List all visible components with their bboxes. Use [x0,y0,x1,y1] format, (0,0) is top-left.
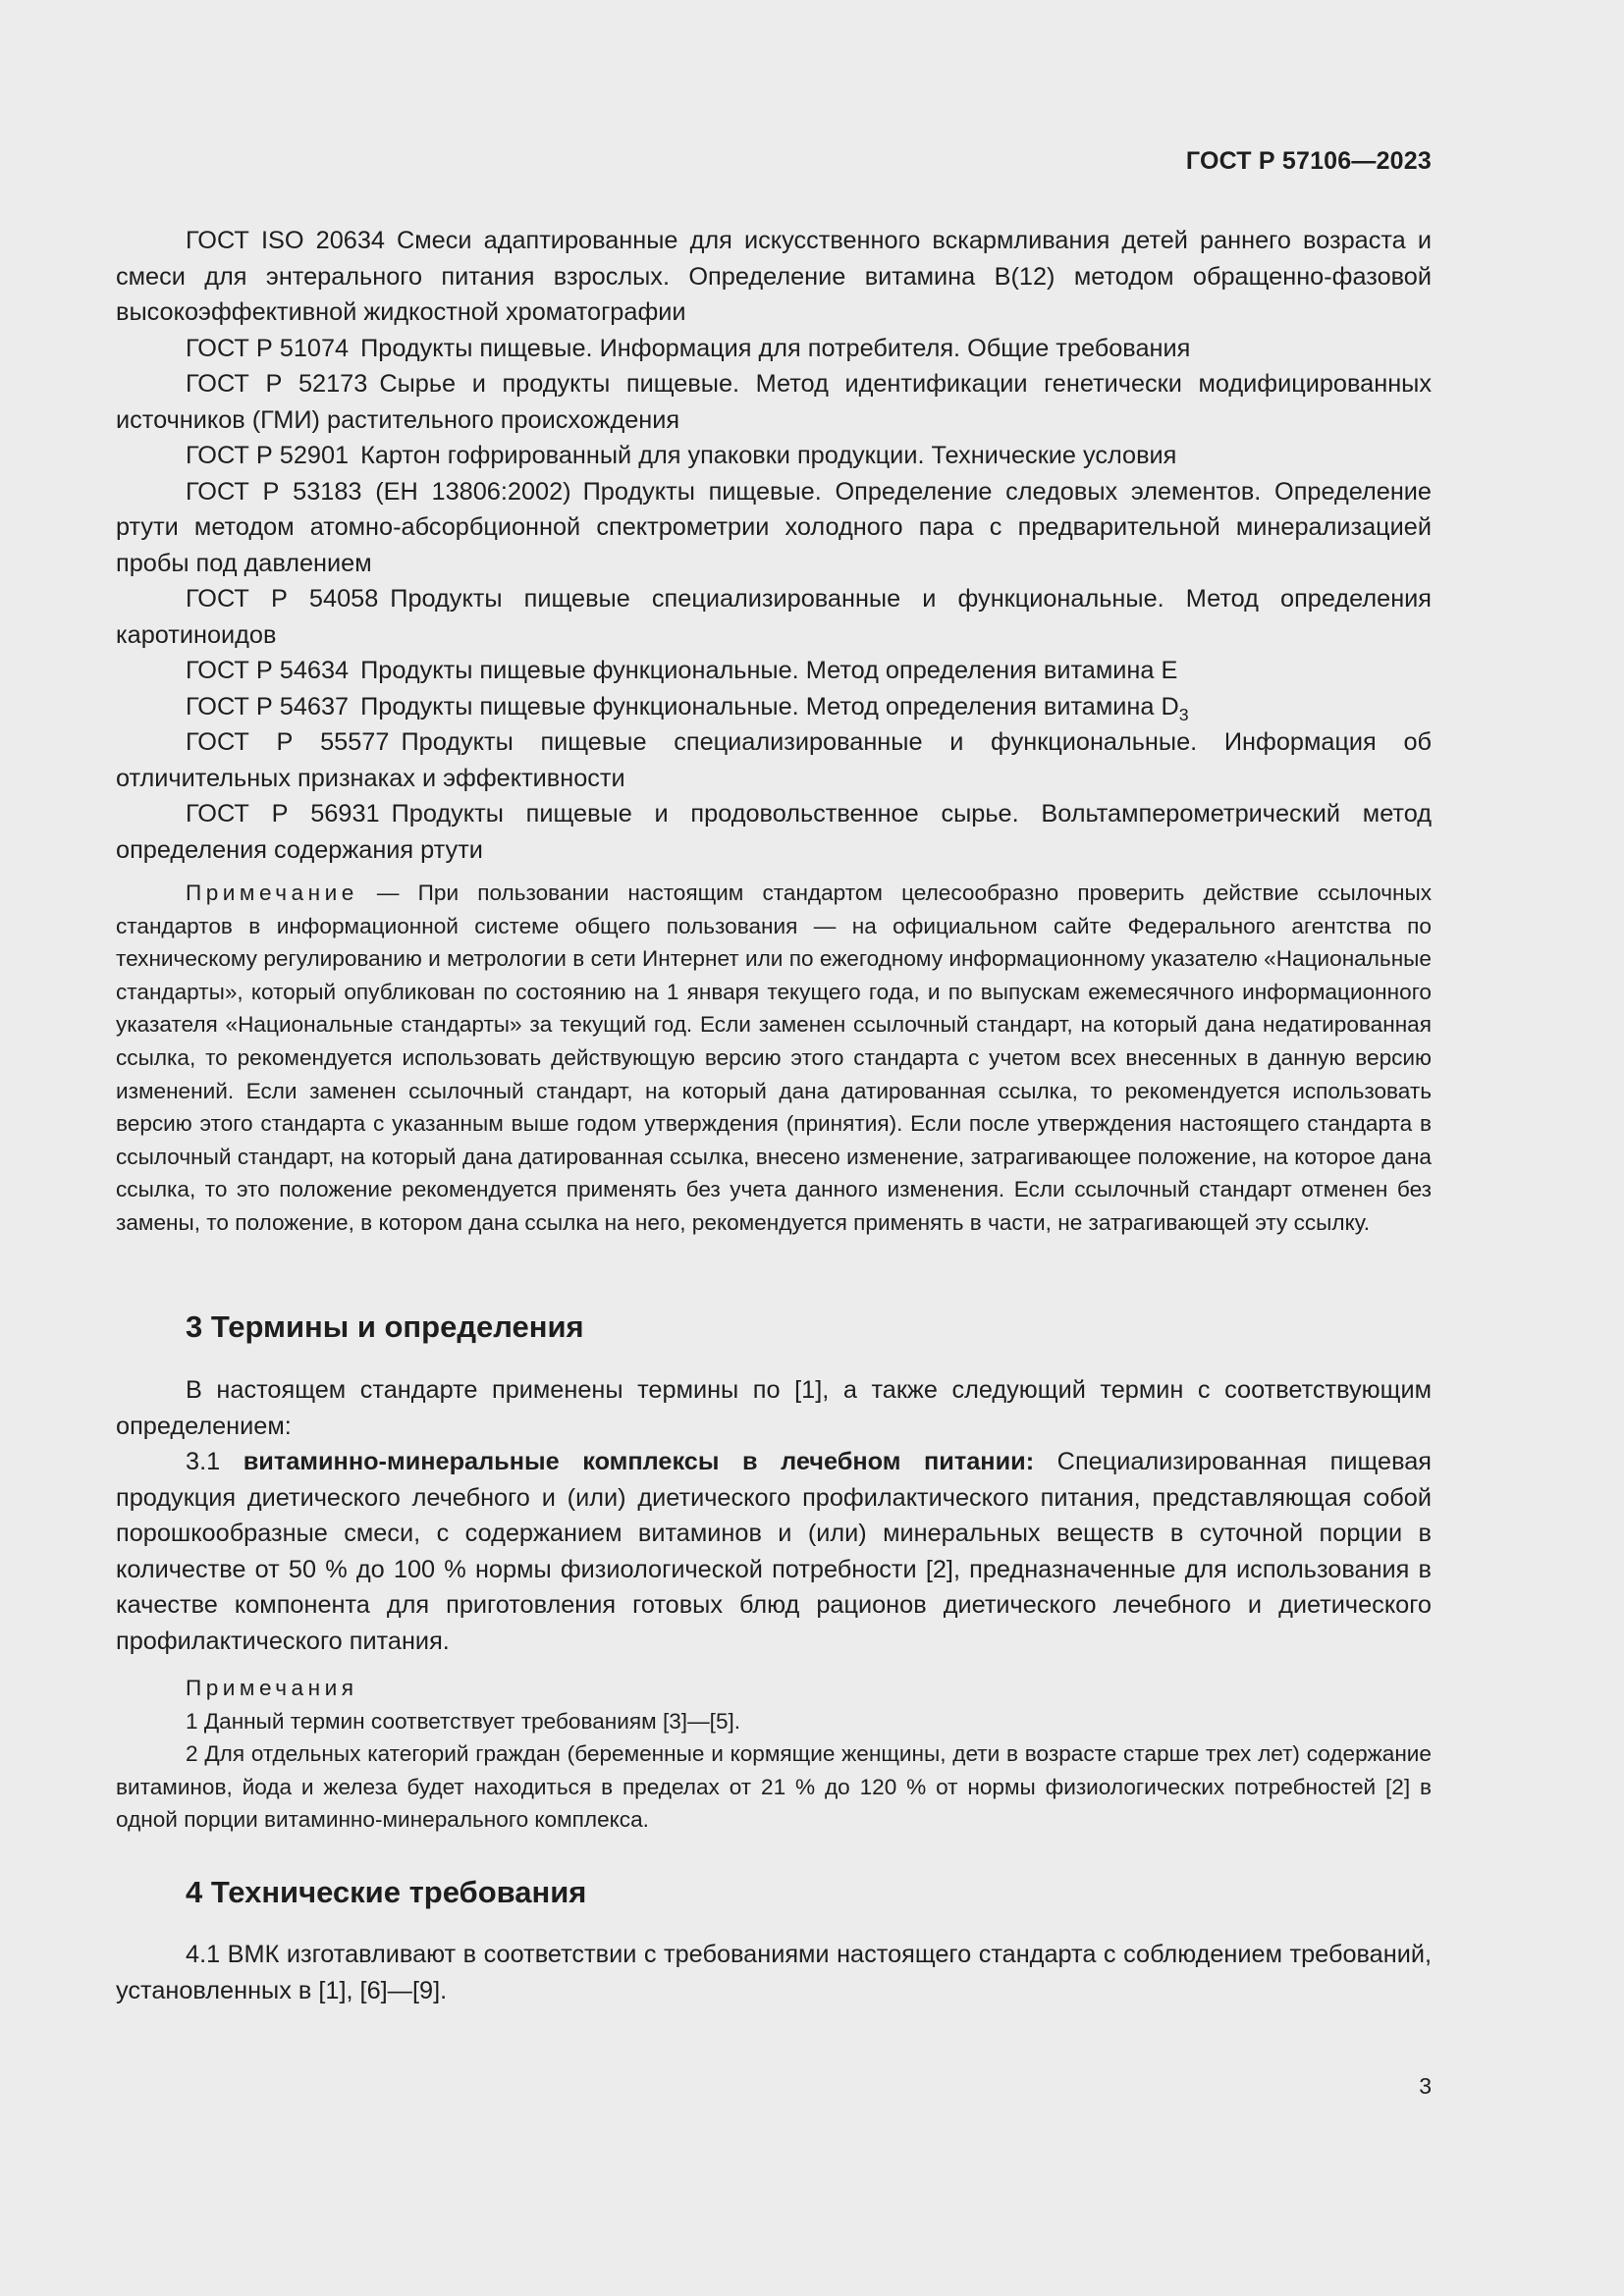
term-name: витаминно-минеральные комплексы в лечебном питании: [243,1448,1035,1475]
reference-item [116,653,1432,689]
note-text: — При пользовании настоящим стандартом целесообразно проверить действие ссылочных стандартов в информационной системе общего пользования — на официальном сайте Федерального агентства по техническому регулированию и метрологии в сети Интернет или по ежегодному информационному указателю «Национальные стандарты», который опубликован по состоянию на 1 января текущего года, и по выпускам ежемесячного информационного указателя «Национальные стандарты» за текущий год. Если заменен ссылочный стандарт, на который дана недатированная ссылка, то рекомендуется использовать действующую версию этого стандарта с учетом всех внесенных в данную версию изменений. Если заменен ссылочный стандарт, на который дана датированная ссылка, то рекомендуется использовать версию этого стандарта с указанным выше годом утверждения (принятия). Если после утверждения настоящего стандарта в ссылочный стандарт, на который дана датированная ссылка, внесено изменение, затрагивающее положение, на которое дана ссылка, то это положение рекомендуется применять без учета данного изменения. Если ссылочный стандарт отменен без замены, то положение, в котором дана ссылка на него, рекомендуется применять в части, не затрагивающей эту ссылку. [116,881,1432,1235]
reference-title: Сырье и продукты пищевые. Метод идентификации генетически модифицированных источников (ГМИ) растительного происхождения [116,370,1432,434]
reference-title: Продукты пищевые функциональные. Метод определения витамина D [360,692,1179,721]
normative-references-list [116,223,1432,868]
section-3-notes [116,1672,1432,1837]
section-4-body [116,1937,1432,2008]
reference-title: Смеси адаптированные для искусственного вскармливания детей раннего возраста и смеси для энтерального питания взрослых. Определение витамина B(12) методом обращенно-фазовой высокоэффективной жидкостной хроматографии [116,227,1432,326]
reference-item [116,724,1432,796]
notes-label: Примечания [186,1676,358,1700]
reference-item [116,796,1432,868]
section-3-title: 3 Термины и определения [186,1309,584,1344]
reference-title: Продукты пищевые функциональные. Метод определения витамина Е [360,657,1178,684]
reference-code: ГОСТ Р 52173 [186,370,368,398]
term-definition-text: Специализированная пищевая продукция диетического лечебного и (или) диетического профилактического питания, представляющая собой порошкообразные смеси, с содержанием витаминов и (или) минеральных веществ в суточной порции в количестве от 50 % до 100 % нормы физиологической потребности [2], предназначенные для использования в качестве компонента для приготовления готовых блюд рационов диетического лечебного и диетического профилактического питания. [116,1448,1432,1655]
note-label: Примечание [186,881,358,905]
reference-title: Продукты пищевые. Определение следовых элементов. Определение ртути методом атомно-абсорбционной спектрометрии холодного пара с предварительной минерализацией пробы под давлением [116,477,1432,577]
reference-title: Продукты пищевые. Информация для потребителя. Общие требования [360,334,1191,362]
reference-code: ГОСТ Р 54637 [186,692,350,721]
reference-code: ГОСТ Р 51074 [186,334,350,362]
reference-item [116,331,1432,367]
reference-code: ГОСТ Р 55577 [186,728,390,756]
page-number: 3 [1419,2073,1432,2099]
reference-subscript: 3 [1178,704,1189,724]
section-3-intro: В настоящем стандарте применены термины по [1], а также следующий термин с соответствующим определением: [116,1376,1432,1440]
document-code: ГОСТ Р 57106—2023 [1185,147,1432,175]
reference-title: Картон гофрированный для упаковки продукции. Технические условия [360,442,1177,469]
reference-item [116,223,1432,331]
reference-item [116,474,1432,582]
reference-title: Продукты пищевые специализированные и функциональные. Метод определения каротиноидов [116,585,1433,649]
reference-title: Продукты пищевые и продовольственное сырье. Вольтамперометрический метод определения содержания ртути [116,800,1432,864]
term-definition [116,1444,1432,1659]
reference-code: ГОСТ Р 52901 [186,442,350,469]
reference-code: ГОСТ Р 54058 [186,585,379,613]
reference-title: Продукты пищевые специализированные и функциональные. Информация об отличительных признаках и эффективности [116,728,1433,792]
references-note [116,877,1432,1240]
term-number: 3.1 [186,1448,244,1475]
reference-item [116,581,1432,653]
reference-item [116,366,1432,438]
note-item: 1 Данный термин соответствует требованиям [3]—[5]. [186,1708,741,1734]
reference-code: ГОСТ Р 53183 (ЕН 13806:2002) [186,477,571,506]
note-item: 2 Для отдельных категорий граждан (беременные и кормящие женщины, дети в возрасте старше трех лет) содержание витаминов, йода и железа будет находиться в пределах от 21 % до 120 % от нормы физиологических потребностей [2] в одной порции витаминно-минерального комплекса. [116,1741,1432,1833]
section-3-body [116,1372,1432,1659]
reference-code: ГОСТ Р 56931 [186,800,380,828]
reference-item [116,689,1432,725]
reference-code: ГОСТ Р 54634 [186,657,350,684]
reference-code: ГОСТ ISO 20634 [186,227,385,254]
reference-item [116,438,1432,474]
section-4-paragraph: 4.1 ВМК изготавливают в соответствии с требованиями настоящего стандарта с соблюдением требований, установленных в [1], [6]—[9]. [116,1941,1432,2004]
section-4-title: 4 Технические требования [186,1875,587,1909]
